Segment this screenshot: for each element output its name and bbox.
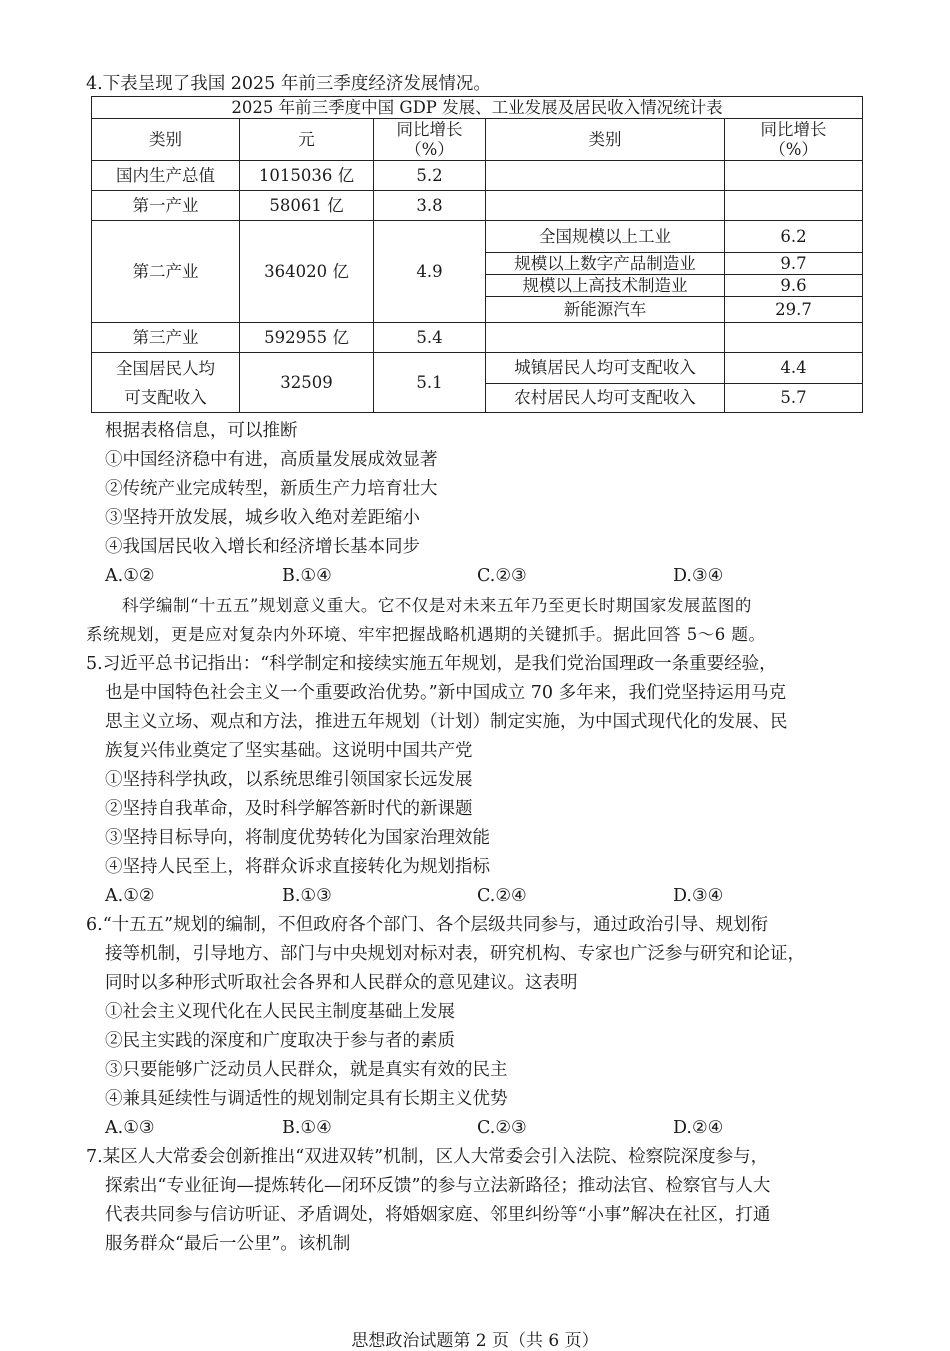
q5-option-d[interactable]: D.③④: [673, 886, 724, 906]
header-category: 类别: [92, 119, 240, 161]
header-growth-line1: 同比增长: [396, 119, 463, 139]
header-growth-2-line2: （%）: [769, 139, 818, 159]
row-growth: 4.9: [374, 221, 486, 323]
empty-cell: [486, 191, 725, 221]
q6-item-4: ④兼具延续性与调适性的规划制定具有长期主义优势: [105, 1089, 508, 1109]
page-footer: 思想政治试题第 2 页（共 6 页）: [351, 1331, 599, 1351]
q5-option-a[interactable]: A.①②: [105, 886, 155, 906]
header-growth-2: [725, 119, 863, 161]
q6-option-d[interactable]: D.②④: [673, 1118, 724, 1138]
q5-item-1: ①坚持科学执政，以系统思维引领国家长远发展: [105, 770, 473, 790]
q6-line-3: 同时以多种形式听取社会各界和人民群众的意见建议。这表明: [105, 973, 578, 993]
table-title: 2025 年前三季度中国 GDP 发展、工业发展及居民收入情况统计表: [92, 97, 863, 119]
q6-item-1: ①社会主义现代化在人民民主制度基础上发展: [105, 1002, 455, 1022]
row-value: 32509: [240, 353, 374, 413]
empty-cell: [486, 323, 725, 353]
material-line-2: 系统规划，更是应对复杂内外环境、牢牢把握战略机遇期的关键抓手。据此回答 5～6 题。: [86, 625, 766, 644]
row-growth: 5.1: [374, 353, 486, 413]
industry-growth: 9.7: [725, 253, 863, 275]
empty-cell: [486, 161, 725, 191]
income-growth: 4.4: [725, 353, 863, 384]
income-growth: 5.7: [725, 384, 863, 413]
q4-option-a[interactable]: A.①②: [105, 566, 155, 586]
header-growth: [374, 119, 486, 161]
industry-category: 规模以上数字产品制造业: [486, 253, 725, 275]
gdp-table: [91, 96, 863, 413]
industry-growth: 29.7: [725, 297, 863, 323]
q6-option-c[interactable]: C.②③: [477, 1118, 527, 1138]
table-row: [92, 353, 863, 384]
header-category-2: 类别: [486, 119, 725, 161]
row-category: 国内生产总值: [92, 161, 240, 191]
q5-line-1: 5.习近平总书记指出：“科学制定和接续实施五年规划，是我们党治国理政一条重要经验，: [86, 654, 777, 674]
q4-option-b[interactable]: B.①④: [282, 566, 332, 586]
row-value: 592955 亿: [240, 323, 374, 353]
q4-item-3: ③坚持开放发展，城乡收入绝对差距缩小: [105, 508, 420, 528]
table-row: [92, 191, 863, 221]
row-category: 第三产业: [92, 323, 240, 353]
industry-category: 规模以上高技术制造业: [486, 275, 725, 297]
q6-option-b[interactable]: B.①④: [282, 1118, 332, 1138]
row-category: 第二产业: [92, 221, 240, 323]
q7-line-2: 探索出“专业征询—提炼转化—闭环反馈”的参与立法新路径；推动法官、检察官与人大: [105, 1176, 771, 1196]
header-growth-line2: （%）: [405, 139, 454, 159]
q5-item-3: ③坚持目标导向，将制度优势转化为国家治理效能: [105, 828, 490, 848]
q7-line-4: 服务群众“最后一公里”。该机制: [105, 1234, 351, 1254]
income-category: 城镇居民人均可支配收入: [486, 353, 725, 384]
q6-item-3: ③只要能够广泛动员人民群众，就是真实有效的民主: [105, 1060, 508, 1080]
q7-line-1: 7.某区人大常委会创新推出“双进双转”机制，区人大常委会引入法院、检察院深度参与，: [86, 1147, 769, 1167]
q5-option-c[interactable]: C.②④: [477, 886, 527, 906]
industry-growth: 6.2: [725, 221, 863, 253]
q5-item-4: ④坚持人民至上，将群众诉求直接转化为规划指标: [105, 857, 490, 877]
q4-item-2: ②传统产业完成转型，新质生产力培育壮大: [105, 479, 438, 499]
q6-line-1: 6.“十五五”规划的编制，不但政府各个部门、各个层级共同参与，通过政治引导、规划衔: [86, 915, 769, 935]
q5-option-b[interactable]: B.①③: [282, 886, 332, 906]
row-growth: 3.8: [374, 191, 486, 221]
q6-line-2: 接等机制，引导地方、部门与中央规划对标对表，研究机构、专家也广泛参与研究和论证，: [105, 944, 805, 964]
row-category-line1: 全国居民人均: [116, 358, 215, 378]
q5-line-3: 思主义立场、观点和方法，推进五年规划（计划）制定实施，为中国式现代化的发展、民: [105, 712, 788, 732]
q4-item-4: ④我国居民收入增长和经济增长基本同步: [105, 537, 420, 557]
industry-category: 全国规模以上工业: [486, 221, 725, 253]
income-category: 农村居民人均可支配收入: [486, 384, 725, 413]
row-value: 364020 亿: [240, 221, 374, 323]
material-line-1: 科学编制“十五五”规划意义重大。它不仅是对未来五年乃至更长时期国家发展蓝图的: [122, 596, 752, 615]
industry-category: 新能源汽车: [486, 297, 725, 323]
q4-prompt: 根据表格信息，可以推断: [105, 421, 298, 441]
header-yuan: 元: [240, 119, 374, 161]
empty-cell: [725, 323, 863, 353]
row-value: 58061 亿: [240, 191, 374, 221]
row-category: [92, 353, 240, 413]
q5-line-4: 族复兴伟业奠定了坚实基础。这说明中国共产党: [105, 741, 473, 761]
q4-option-d[interactable]: D.③④: [673, 566, 724, 586]
q6-item-2: ②民主实践的深度和广度取决于参与者的素质: [105, 1031, 455, 1051]
table-row: [92, 161, 863, 191]
q5-item-2: ②坚持自我革命，及时科学解答新时代的新课题: [105, 799, 473, 819]
q4-stem: 4.下表呈现了我国 2025 年前三季度经济发展情况。: [86, 74, 491, 94]
q4-option-c[interactable]: C.②③: [477, 566, 527, 586]
table-row: [92, 323, 863, 353]
q7-line-3: 代表共同参与信访听证、矛盾调处，将婚姻家庭、邻里纠纷等“小事”解决在社区，打通: [105, 1205, 771, 1225]
q6-option-a[interactable]: A.①③: [105, 1118, 155, 1138]
q5-line-2: 也是中国特色社会主义一个重要政治优势。”新中国成立 70 多年来，我们党坚持运用马克: [105, 683, 787, 703]
table-row: [92, 221, 863, 253]
row-growth: 5.2: [374, 161, 486, 191]
empty-cell: [725, 161, 863, 191]
row-value: 1015036 亿: [240, 161, 374, 191]
empty-cell: [725, 191, 863, 221]
header-growth-2-line1: 同比增长: [760, 119, 827, 139]
row-growth: 5.4: [374, 323, 486, 353]
q4-item-1: ①中国经济稳中有进，高质量发展成效显著: [105, 450, 438, 470]
row-category: 第一产业: [92, 191, 240, 221]
industry-growth: 9.6: [725, 275, 863, 297]
row-category-line2: 可支配收入: [124, 387, 207, 407]
